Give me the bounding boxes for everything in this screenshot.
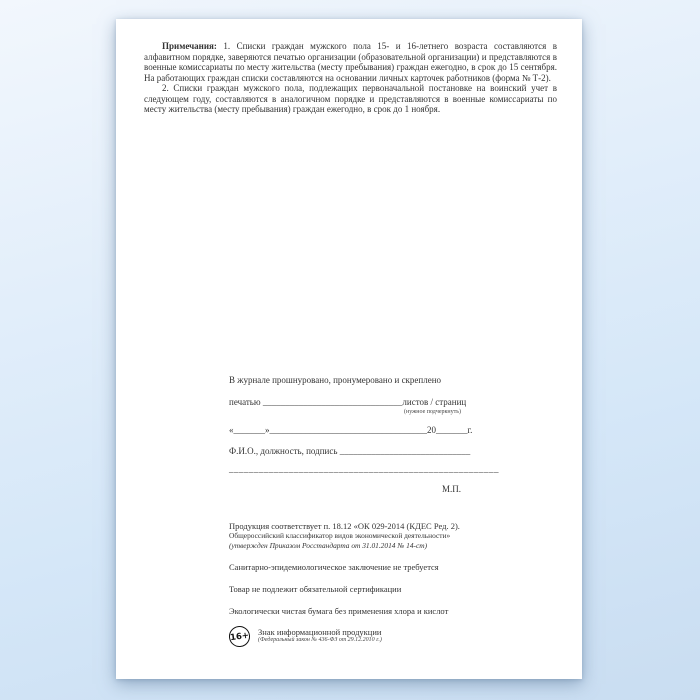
bound-line: В журнале прошнуровано, пронумеровано и скреплено [229,375,442,385]
sanitary-line: Санитарно-эпидемиологическое заключение не требуется [229,562,439,572]
info-sign-title: Знак информационной продукции [258,627,382,637]
notes-paragraph-1-text: 1. Списки граждан мужского пола 15- и 16-летнего возраста составляются в алфавитном порядке, заверяются печатью организации (образовательной организации) и представляются в военные комиссариаты по месту жительства (месту пребывания) граждан ежегодно, в срок до 15 сентября. На работающих граждан списки составляются на основании личных карточек работников (форма № Т-2). [144,41,557,83]
okved-line-3: (утвержден Приказом Росстандарта от 31.01.2014 № 14-ст) [229,540,428,550]
product-info-block [229,521,479,647]
date-line: «_______»___________________________________20_______г. [229,425,473,435]
info-sign-law: (Федеральный закон № 436-ФЗ от 29.12.2010 г.) [258,637,382,643]
notes-label: Примечания: [162,41,217,51]
document-page [116,19,582,679]
okved-line-1: Продукция соответствует п. 18.12 «ОК 029-2014 (КДЕС Ред. 2). [229,521,460,531]
okved-line-2: Общероссийский классификатор видов экономической деятельности» [229,531,451,540]
notes-block [144,41,557,115]
certification-block [229,375,499,495]
notes-paragraph-1 [144,41,557,83]
seal-line: печатью _______________________________листов / страниц [229,397,467,407]
info-sign-text [258,626,382,644]
signature-blank-line: ______________________________________________________ [229,464,499,474]
fio-line: Ф.И.О., должность, подпись _____________________________ [229,446,471,456]
notes-paragraph-2: 2. Списки граждан мужского пола, подлежащих первоначальной постановке на воинский учет в следующем году, составляются в аналогичном порядке и представляются в военные комиссариаты по месту жительства (месту пребывания) граждан ежегодно, в срок до 1 ноября. [144,83,557,114]
ecology-line: Экологически чистая бумага без применения хлора и кислот [229,606,449,616]
certification-line: Товар не подлежит обязательной сертификации [229,584,402,594]
underline-note: (нужное подчеркнуть) [404,409,461,415]
stamp-place-label: М.П. [441,484,461,494]
age-rating-16plus-icon: 16+ [228,625,252,649]
info-product-sign-row [229,626,479,647]
